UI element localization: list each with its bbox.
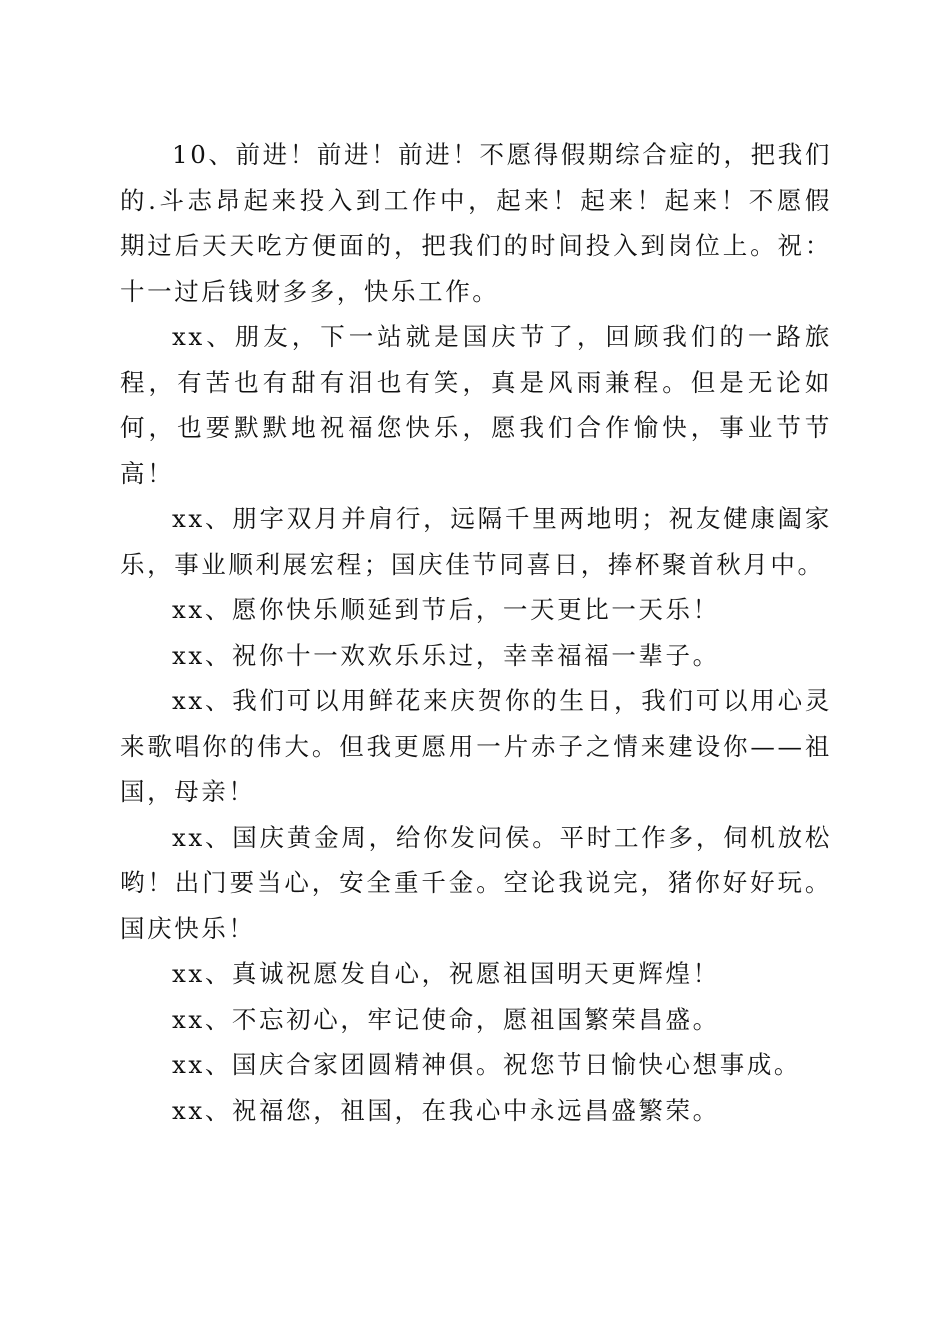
paragraph-8: xx、真诚祝愿发自心，祝愿祖国明天更辉煌！ [172,959,720,988]
paragraph-11: xx、祝福您，祖国，在我心中永远昌盛繁荣。 [172,1095,720,1125]
paragraph-1: 10、前进！前进！前进！不愿得假期综合症的，把我们的.斗志昂起来投入到工作中，起来！起来！起来！不愿假期过后天天吃方便面的，把我们的时间投入到岗位上。祝：十一过后钱财多多，快乐工作。 [120,140,832,306]
paragraph-3: xx、朋字双月并肩行，远隔千里两地明；祝友健康阖家乐，事业顺利展宏程；国庆佳节同喜日，捧杯聚首秋月中。 [120,504,832,579]
paragraph-9: xx、不忘初心，牢记使命，愿祖国繁荣昌盛。 [172,1004,720,1034]
paragraph-10: xx、国庆合家团圆精神俱。祝您节日愉快心想事成。 [172,1050,802,1079]
paragraph-4: xx、愿你快乐顺延到节后，一天更比一天乐！ [172,595,720,624]
paragraph-5: xx、祝你十一欢欢乐乐过，幸幸福福一辈子。 [172,640,720,670]
paragraph-2: xx、朋友，下一站就是国庆节了，回顾我们的一路旅程，有苦也有甜有泪也有笑，真是风雨兼程。但是无论如何，也要默默地祝福您快乐，愿我们合作愉快，事业节节高！ [120,322,832,488]
document-body [120,132,832,1133]
paragraph-7: xx、国庆黄金周，给你发问侯。平时工作多，伺机放松哟！出门要当心，安全重千金。空论我说完，猪你好好玩。国庆快乐！ [120,822,832,943]
paragraph-6: xx、我们可以用鲜花来庆贺你的生日，我们可以用心灵来歌唱你的伟大。但我更愿用一片赤子之情来建设你——祖国，母亲！ [120,686,832,806]
